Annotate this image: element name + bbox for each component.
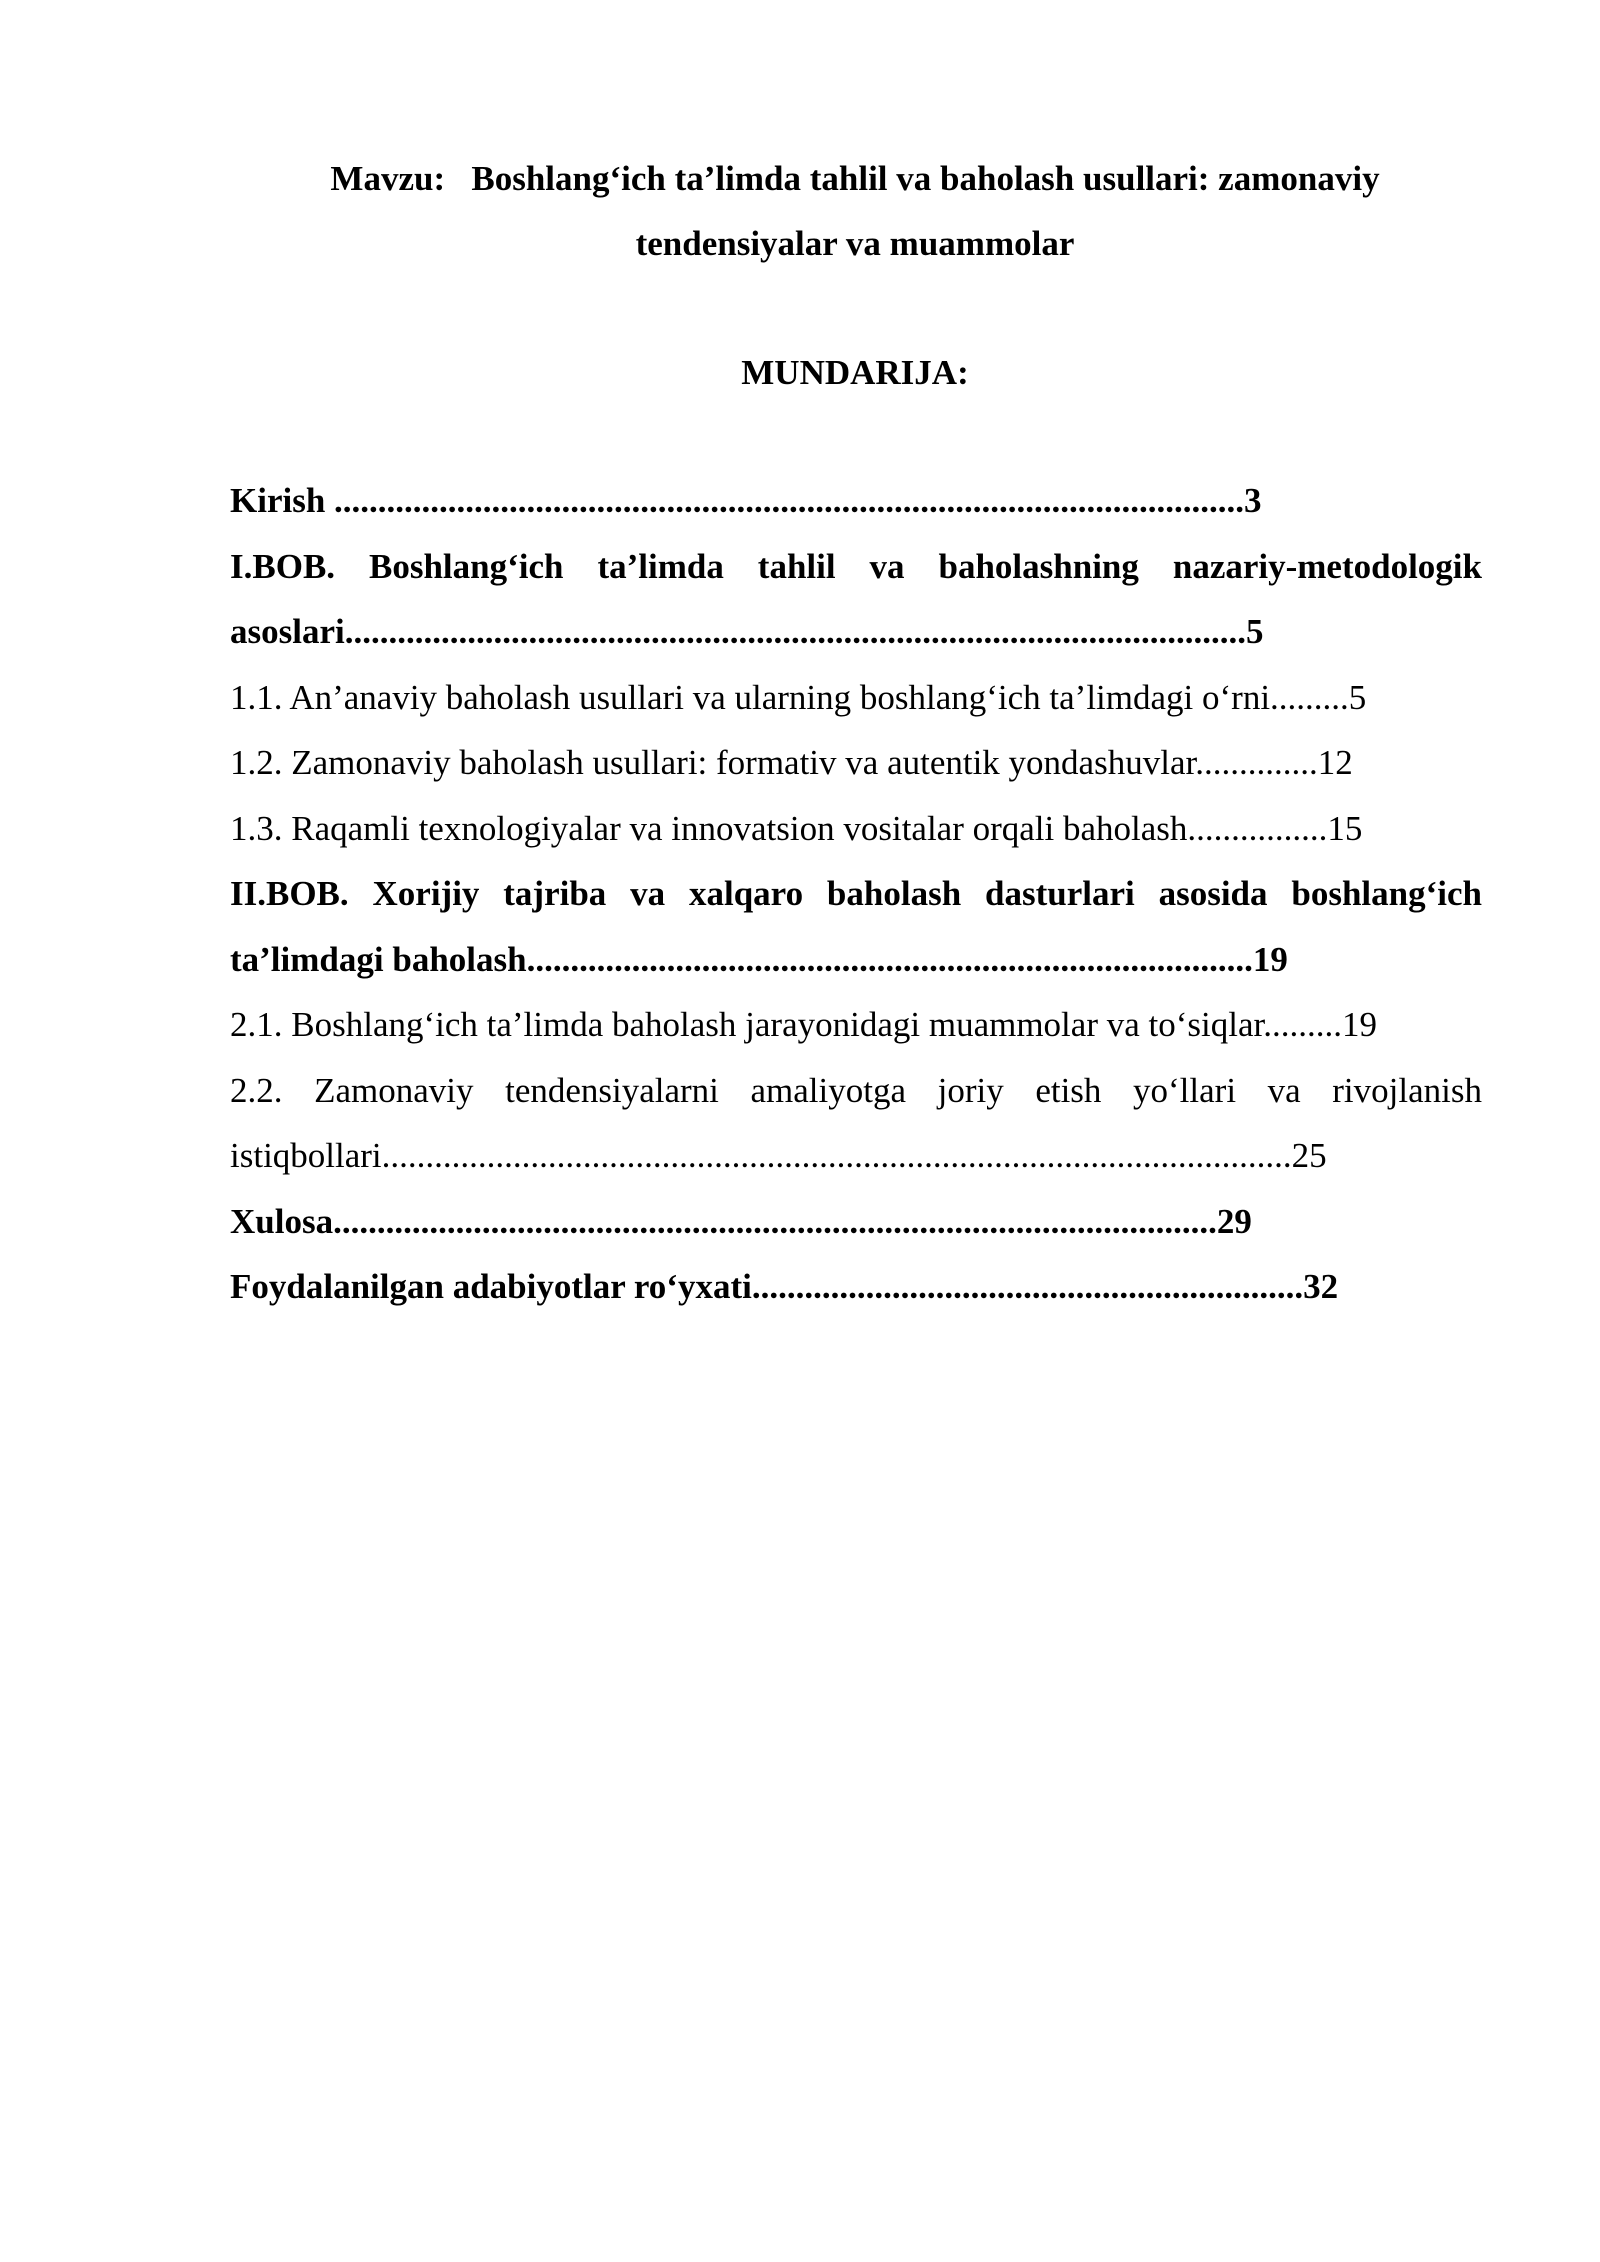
topic-label: Mavzu: [330,159,446,198]
toc-entry-1-1[interactable]: 1.1. An’anaviy baholash usullari va ularning boshlang‘ich ta’limdagi o‘rni.........5 [230,677,1367,717]
toc-entry-2-1[interactable]: 2.1. Boshlang‘ich ta’limda baholash jarayonidagi muammolar va to‘siqlar.........19 [230,1005,1377,1044]
toc-entry-1-3[interactable]: 1.3. Raqamli texnologiyalar va innovatsion vositalar orqali baholash................15 [230,808,1363,848]
toc-entry-1-2[interactable]: 1.2. Zamonaviy baholash usullari: formativ va autentik yondashuvlar..............12 [230,743,1353,782]
toc-heading: MUNDARIJA: [741,353,969,392]
table-of-contents [230,468,1482,1320]
toc-entry-references[interactable]: Foydalanilgan adabiyotlar ro‘yxati...............................................................32 [230,1267,1339,1306]
toc-entry-2-2[interactable]: 2.2. Zamonaviy tendensiyalarni amaliyotga joriy etish yo‘llari va rivojlanish istiqbollari........................................................................................................25 [230,1070,1482,1175]
toc-entry-chapter-1[interactable]: I.BOB. Boshlang‘ich ta’limda tahlil va baholashning nazariy-metodologik asoslari.......................................................................................................5 [230,546,1482,651]
toc-entry-chapter-2[interactable]: II.BOB. Xorijiy tajriba va xalqaro baholash dasturlari asosida boshlang‘ich ta’limdagi baholash...................................................................................19 [230,874,1482,979]
toc-entry-kirish[interactable]: Kirish ........................................................................................................3 [230,481,1262,520]
toc-entry-xulosa[interactable]: Xulosa.....................................................................................................29 [230,1201,1252,1241]
topic-title [230,146,1480,276]
topic-text: Boshlang‘ich ta’limda tahlil va baholash usullari: zamonaviy tendensiyalar va muammolar [471,159,1389,263]
